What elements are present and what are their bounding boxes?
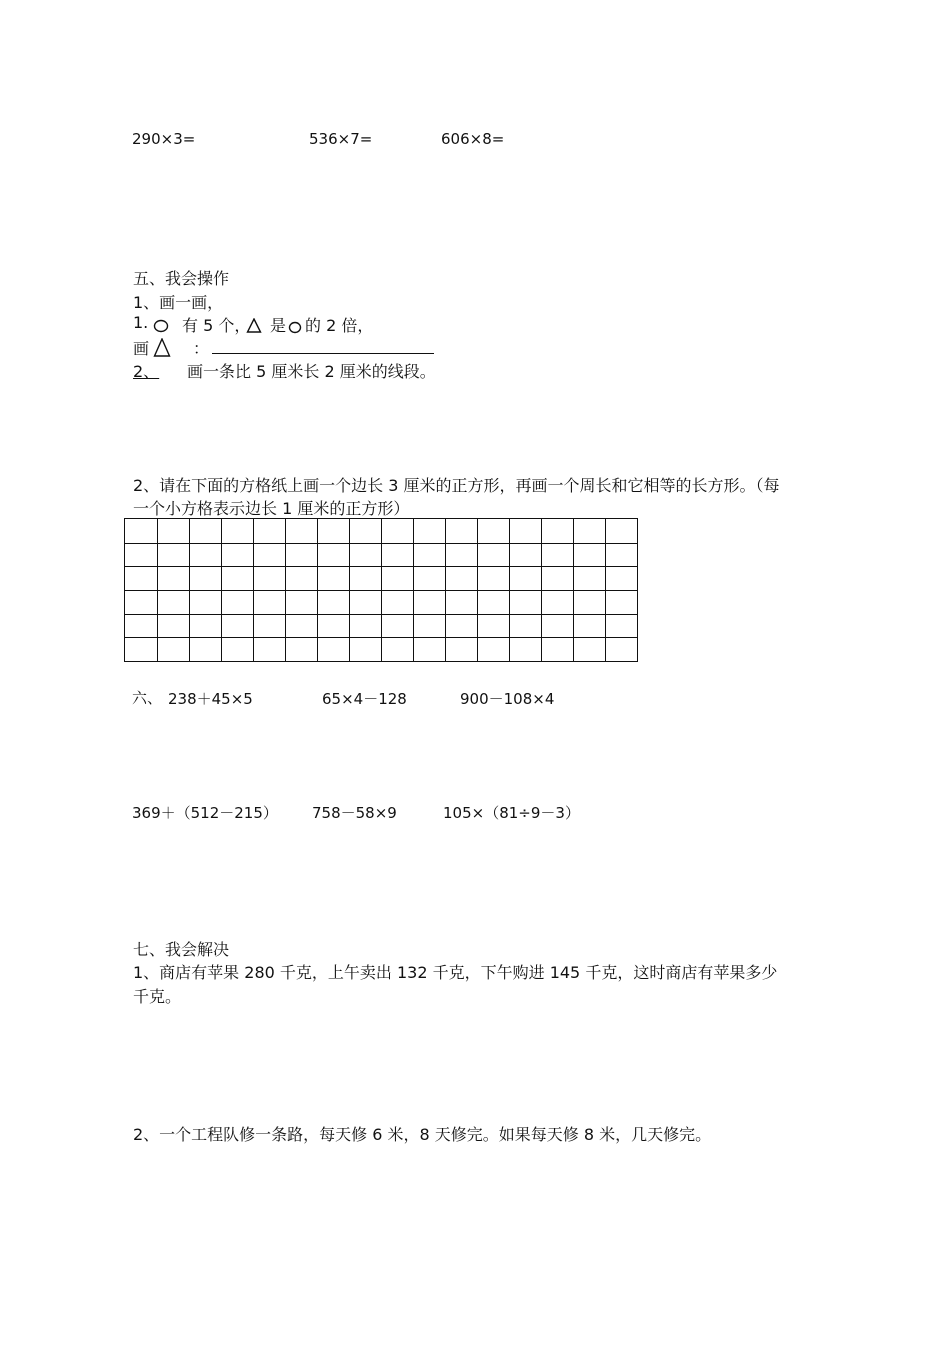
answer-line — [212, 353, 434, 354]
q1-line2-colon: ： — [193, 339, 210, 358]
q1-line1-a: 有 5 个， — [182, 316, 251, 335]
section5-q1-title: 1、画一画， — [133, 293, 224, 312]
q1-line2-prefix: 画 — [133, 339, 150, 358]
section7-q1-line1: 1、商店有苹果 280 千克，上午卖出 132 千克，下午购进 145 千克，这时商店有苹果多少 — [133, 963, 778, 982]
circle-icon — [153, 318, 169, 337]
q1-line1-c: 的 2 倍， — [305, 316, 374, 335]
section6-prefix: 六、 — [132, 689, 163, 707]
q2-num: 2、 — [133, 362, 160, 381]
expr-1: 238＋45×5 — [168, 690, 253, 708]
circle-icon-small — [288, 319, 302, 338]
grid-lines — [125, 519, 639, 663]
q1-line1-b: 是 — [270, 316, 287, 335]
section7-q1-line2: 千克。 — [133, 987, 182, 1006]
calc-item-3: 606×8= — [441, 130, 505, 148]
triangle-icon-draw — [153, 338, 171, 361]
triangle-icon — [246, 318, 262, 337]
square-grid — [124, 518, 638, 662]
q3-line1: 2、请在下面的方格纸上画一个边长 3 厘米的正方形，再画一个周长和它相等的长方形。（每 — [133, 476, 780, 495]
expr-3: 900－108×4 — [460, 690, 555, 708]
expr-6: 105×（81÷9－3） — [443, 804, 580, 822]
section7-q2: 2、一个工程队修一条路，每天修 6 米，8 天修完。如果每天修 8 米，几天修完。 — [133, 1125, 712, 1144]
q2-text: 画一条比 5 厘米长 2 厘米的线段。 — [187, 362, 436, 381]
section7-title: 七、我会解决 — [133, 940, 230, 959]
expr-4: 369＋（512－215） — [132, 804, 278, 822]
q1-line1-prefix: 1. — [133, 313, 149, 332]
calc-item-2: 536×7= — [309, 130, 373, 148]
calc-item-1: 290×3= — [132, 130, 196, 148]
q2-num-underline — [133, 378, 159, 379]
expr-2: 65×4－128 — [322, 690, 407, 708]
section5-title: 五、我会操作 — [133, 269, 230, 288]
expr-5: 758－58×9 — [312, 804, 397, 822]
q3-line2: 一个小方格表示边长 1 厘米的正方形） — [133, 499, 410, 518]
